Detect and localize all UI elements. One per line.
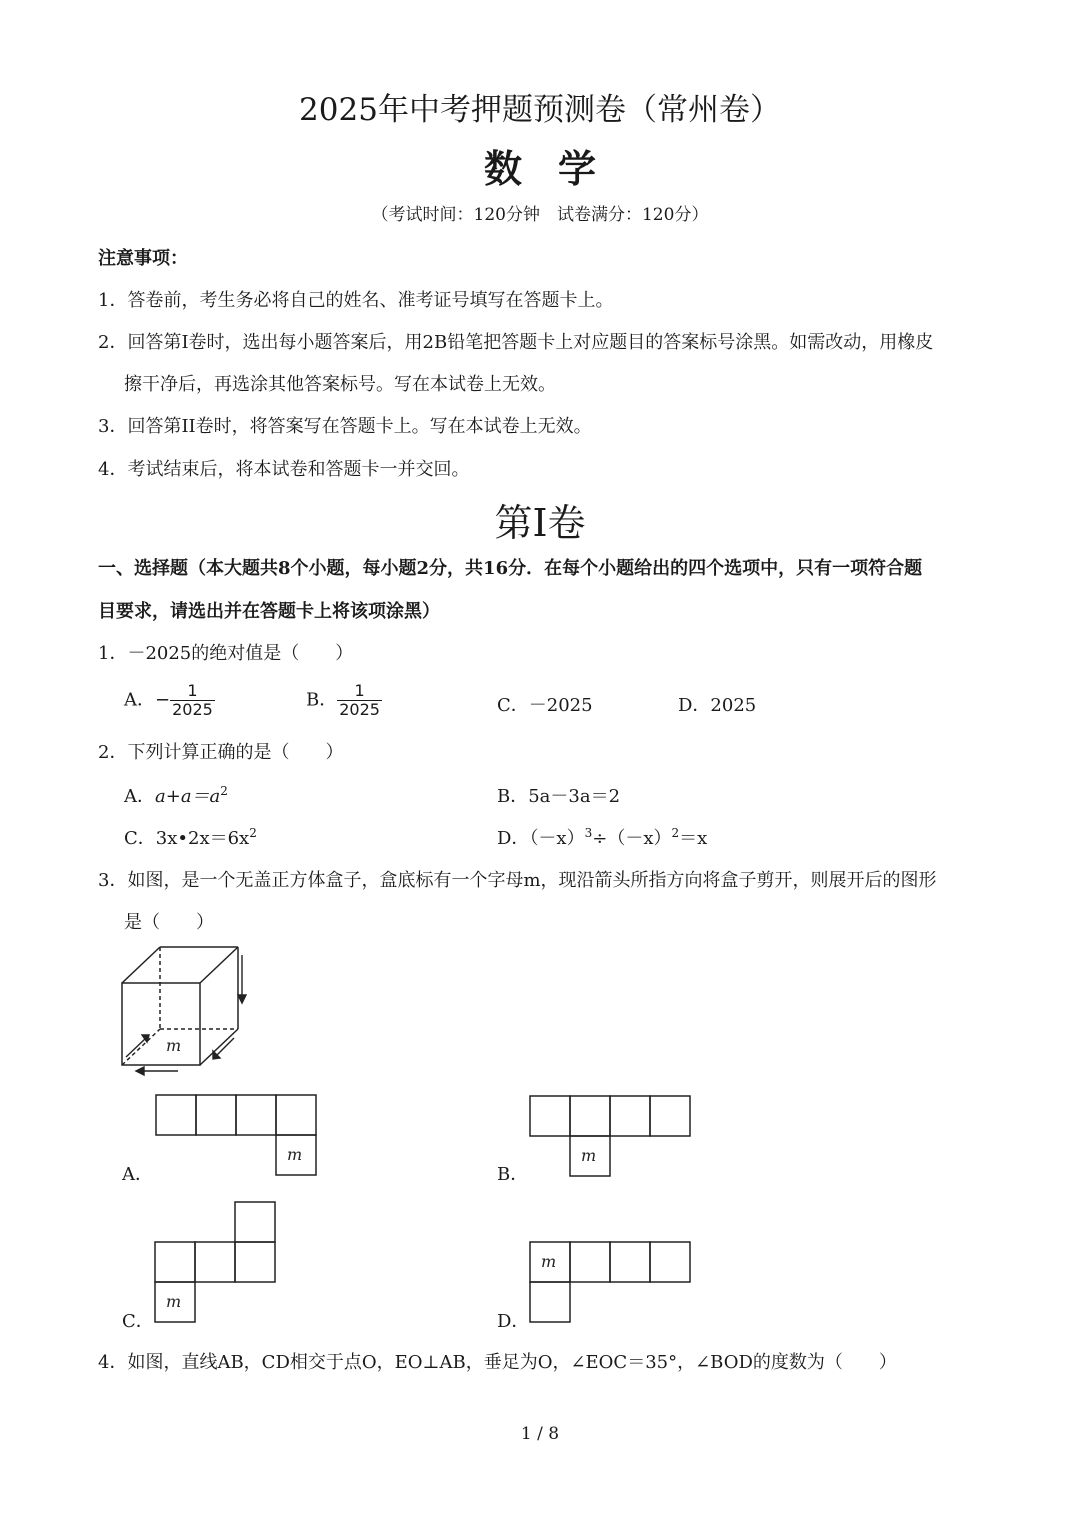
q2-option-a bbox=[124, 782, 228, 808]
q3-stem-line1: 3．如图，是一个无盖正方体盒子，盒底标有一个字母m，现沿箭头所指方向将盒子剪开，则展开后的图形 bbox=[98, 870, 937, 891]
q1-a-num: 1 bbox=[170, 682, 215, 701]
net-option-a bbox=[154, 1093, 318, 1177]
q2-c-expr: 3x•2x＝6x bbox=[155, 828, 250, 849]
q3-option-a-label: A． bbox=[122, 1164, 153, 1185]
q1-option-a bbox=[124, 682, 215, 719]
notice-item-3: 3．回答第II卷时，将答案写在答题卡上。写在本试卷上无效。 bbox=[98, 416, 592, 437]
q2-d-label: D． bbox=[497, 828, 530, 849]
q2-d-exp2: 2 bbox=[671, 826, 680, 840]
notice-item-2-cont: 擦干净后，再选涂其他答案标号。写在本试卷上无效。 bbox=[124, 374, 556, 395]
q3-option-d-label: D． bbox=[497, 1311, 530, 1332]
page-number: 1 / 8 bbox=[520, 1424, 560, 1444]
exam-meta: （考试时间：120分钟 试卷满分：120分） bbox=[371, 205, 709, 225]
q2-option-d bbox=[497, 824, 707, 850]
q1-option-c: C．－2025 bbox=[497, 695, 593, 716]
net-c-letter: m bbox=[166, 1292, 182, 1311]
q1-option-d: D．2025 bbox=[678, 695, 757, 716]
q1-stem: 1．－2025的绝对值是（ ） bbox=[98, 643, 354, 664]
q1-a-den: 2025 bbox=[172, 700, 213, 719]
q3-option-b-label: B． bbox=[497, 1164, 529, 1185]
exam-title: 2025年中考押题预测卷（常州卷） bbox=[299, 92, 781, 128]
notice-item-2: 2．回答第I卷时，选出每小题答案后，用2B铅笔把答题卡上对应题目的答案标号涂黑。如需改动，用橡皮 bbox=[98, 332, 934, 353]
net-option-b bbox=[528, 1094, 692, 1178]
net-a-letter: m bbox=[287, 1145, 303, 1164]
q2-c-label: C． bbox=[124, 828, 156, 849]
q1-option-b bbox=[306, 682, 382, 719]
q4-stem: 4．如图，直线AB，CD相交于点O，EO⊥AB，垂足为O，∠EOC＝35°，∠BOD的度数为（ ） bbox=[98, 1352, 897, 1373]
q2-option-b: B．5a－3a＝2 bbox=[497, 786, 621, 807]
q1-b-fraction bbox=[337, 682, 382, 719]
section-heading-line2: 目要求，请选出并在答题卡上将该项涂黑） bbox=[98, 601, 440, 622]
volume-heading: 第I卷 bbox=[494, 501, 586, 545]
q2-a-expr: a+a＝a bbox=[155, 786, 221, 807]
q1-b-den: 2025 bbox=[339, 700, 380, 719]
q1-a-label: A． bbox=[124, 689, 155, 711]
q2-a-label: A． bbox=[124, 786, 155, 807]
notice-heading: 注意事项： bbox=[98, 248, 188, 269]
net-option-d bbox=[528, 1240, 692, 1324]
notice-item-4: 4．考试结束后，将本试卷和答题卡一并交回。 bbox=[98, 459, 470, 480]
q3-option-c-label: C． bbox=[122, 1311, 154, 1332]
q1-a-sign: − bbox=[155, 689, 171, 711]
q2-c-exp: 2 bbox=[249, 826, 257, 840]
q2-stem: 2．下列计算正确的是（ ） bbox=[98, 742, 344, 763]
q2-a-exp: 2 bbox=[220, 784, 228, 798]
net-option-c bbox=[153, 1200, 277, 1324]
q1-b-label: B． bbox=[306, 689, 338, 711]
cube-letter: m bbox=[166, 1036, 182, 1055]
subject-title: 数学 bbox=[483, 146, 632, 191]
q2-d-exp1: 3 bbox=[584, 826, 593, 840]
cube-figure bbox=[118, 943, 248, 1078]
section-heading-line1: 一、选择题（本大题共8个小题，每小题2分，共16分．在每个小题给出的四个选项中，只有一项符合题 bbox=[98, 558, 923, 579]
q2-d-part1: （－x） bbox=[529, 828, 585, 849]
q2-d-end: ＝x bbox=[679, 828, 708, 849]
q2-d-mid: ÷（－x） bbox=[592, 828, 672, 849]
net-b-letter: m bbox=[581, 1146, 597, 1165]
notice-item-1: 1．答卷前，考生务必将自己的姓名、准考证号填写在答题卡上。 bbox=[98, 290, 614, 311]
q1-b-num: 1 bbox=[337, 682, 382, 701]
q2-option-c bbox=[124, 824, 257, 850]
q1-a-fraction bbox=[170, 682, 215, 719]
q3-stem-line2: 是（ ） bbox=[124, 912, 214, 933]
net-d-letter: m bbox=[541, 1252, 557, 1271]
